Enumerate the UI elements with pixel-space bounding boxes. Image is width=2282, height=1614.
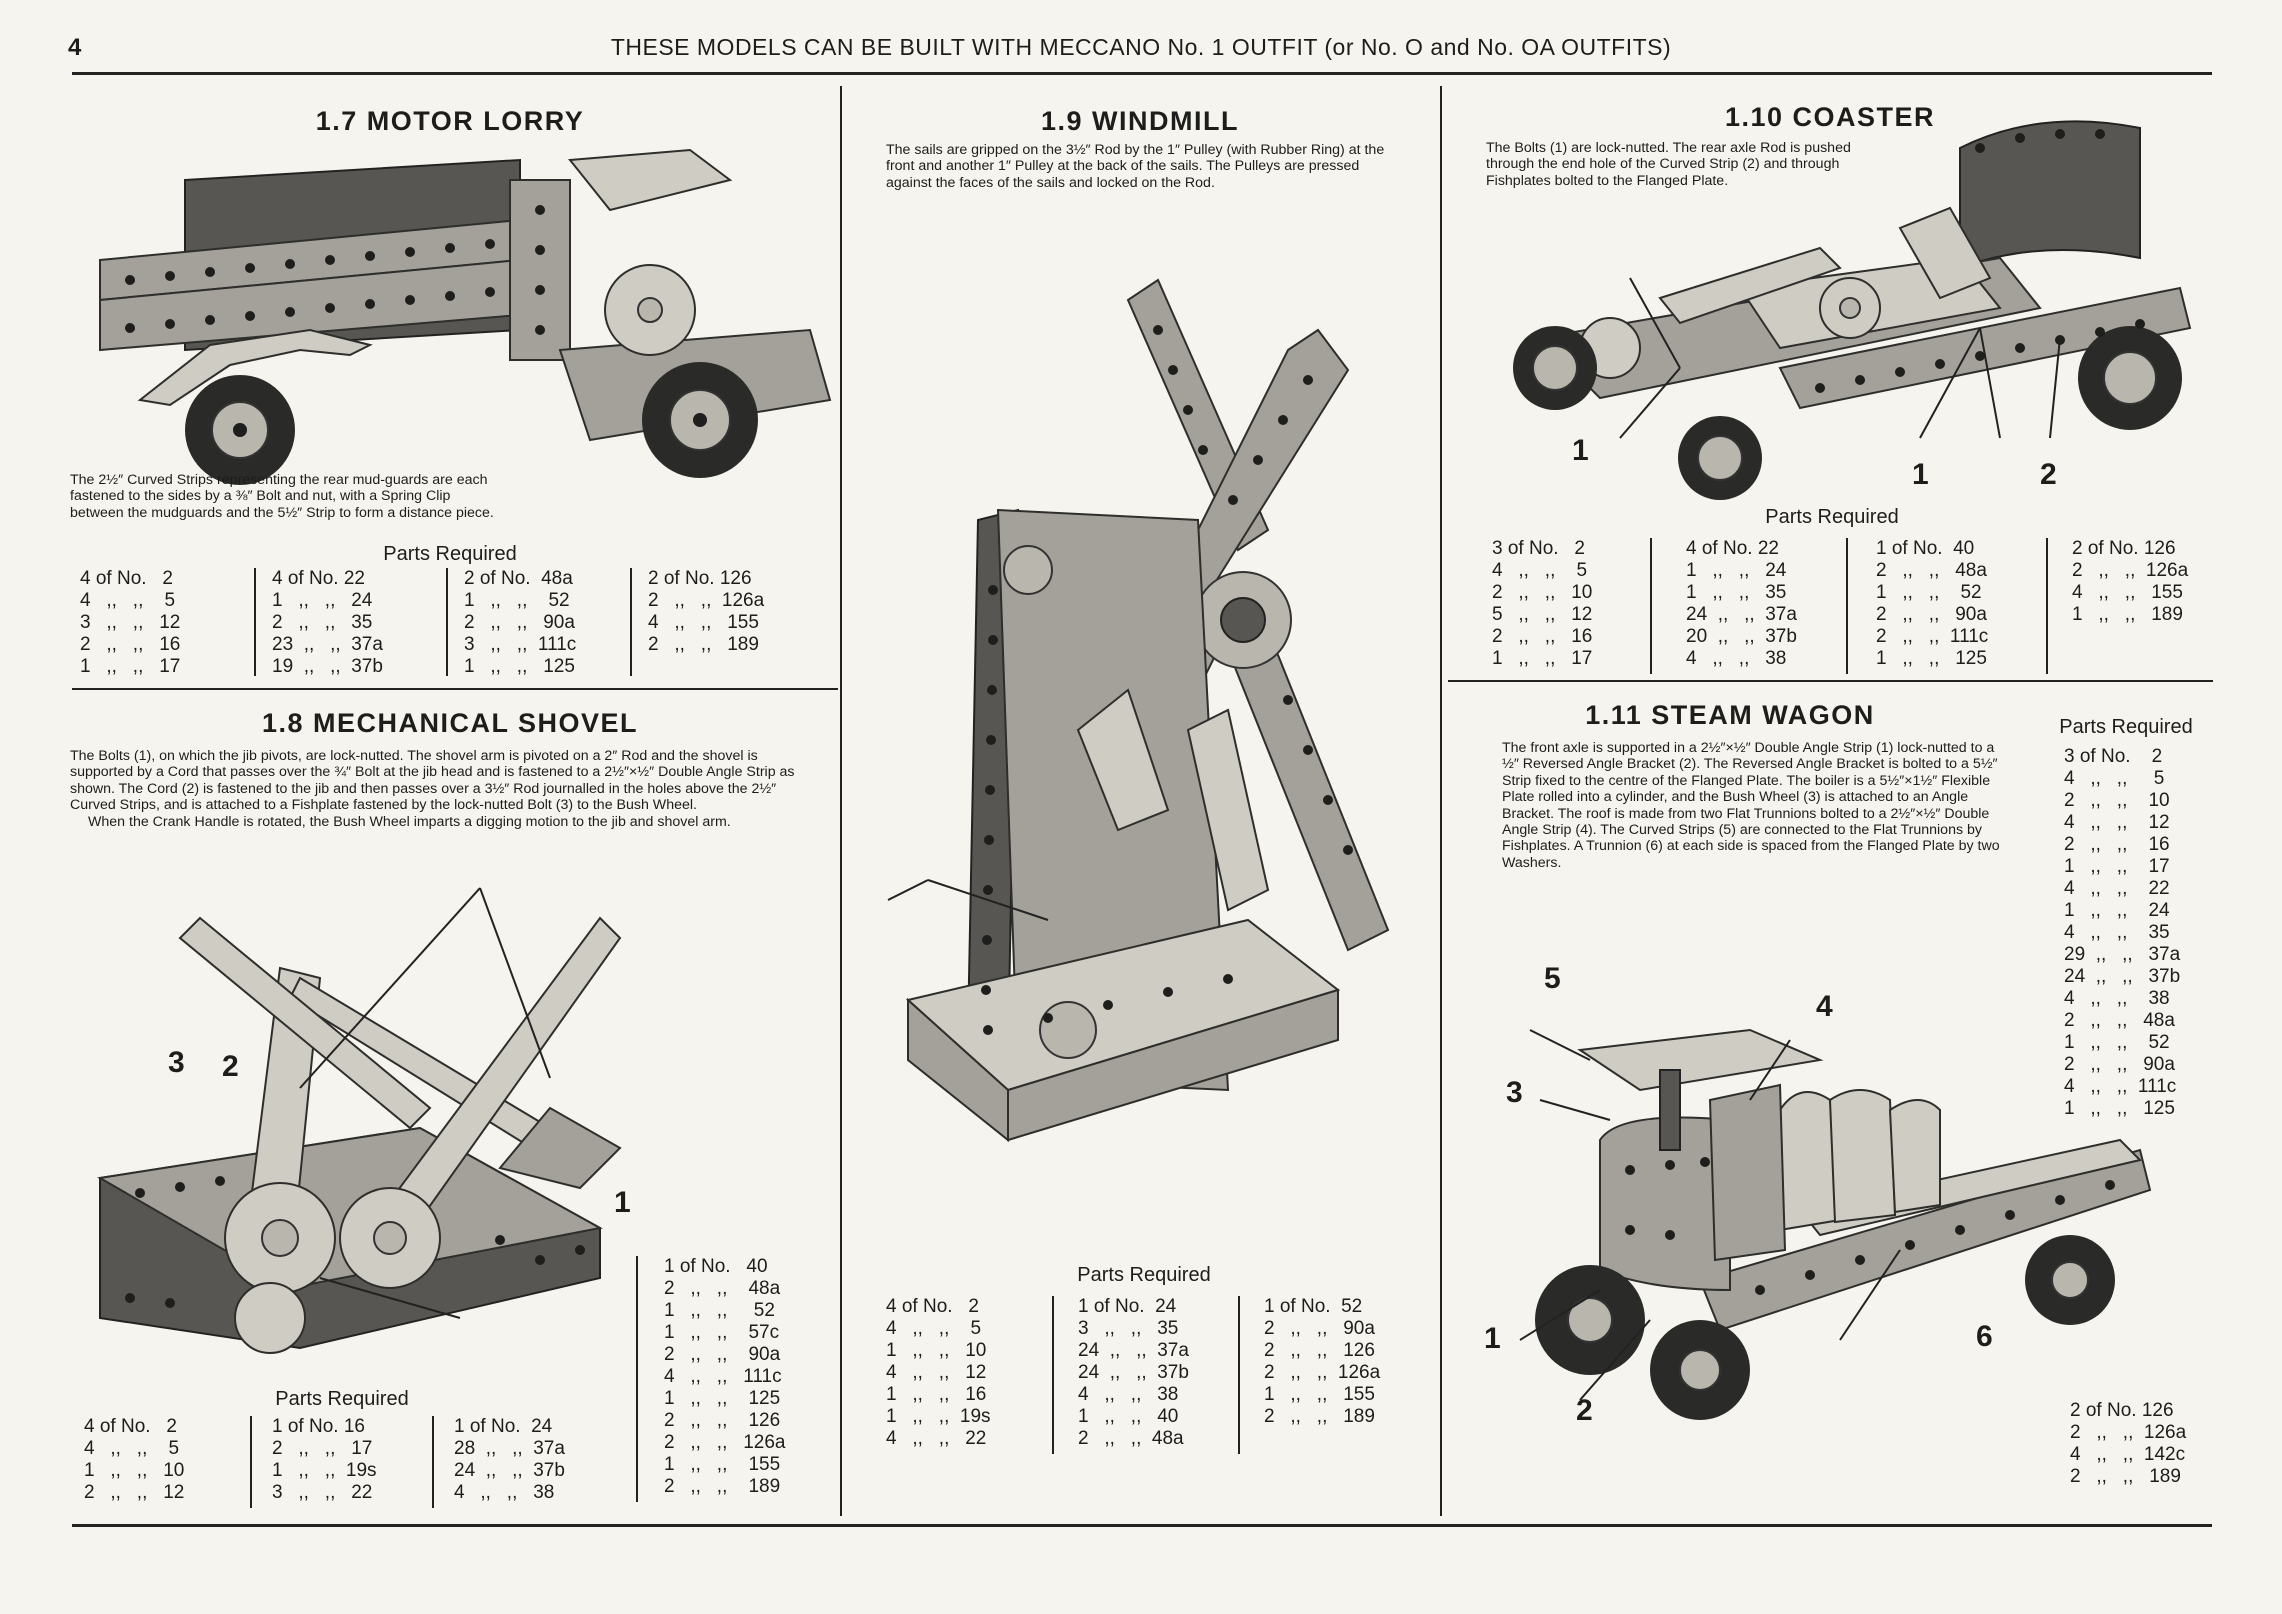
steam-wagon-callout-2: 2 <box>1576 1394 1593 1427</box>
motor-lorry-title: 1.7 MOTOR LORRY <box>315 106 585 136</box>
coaster-parts-col-1: 3 of No. 2 4 ,, ,, 5 2 ,, ,, 10 5 ,, ,, 12 2 ,, ,, 16 1 ,, ,, 17 <box>1492 538 1593 669</box>
page-number: 4 <box>68 34 82 61</box>
motor-lorry-description: The 2½″ Curved Strips representing the rear mud-guards are each fastened to the sides by a ⅜″ Bolt and nut, with a Spring Clip between the mudguards and the 5½″ Strip to form a distance piece. <box>70 472 494 521</box>
steam-wagon-callout-6: 6 <box>1976 1320 1993 1353</box>
windmill-description: The sails are gripped on the 3½″ Rod by the 1″ Pulley (with Rubber Ring) at the front and another 1″ Pulley at the back of the sails. The Pulleys are pressed against the faces of the sails and locked on the Rod. <box>886 142 1385 191</box>
mechanical-shovel-parts-heading: Parts Required <box>275 1388 409 1410</box>
steam-wagon-parts-heading: Parts Required <box>2059 716 2193 738</box>
windmill-illustration <box>868 270 1428 1130</box>
coaster-illustration <box>1480 108 2200 488</box>
mechanical-shovel-parts-col-2: 1 of No. 16 2 ,, ,, 17 1 ,, ,, 19s 3 ,, ,, 22 <box>250 1416 422 1508</box>
motor-lorry-parts-col-2: 4 of No. 22 1 ,, ,, 24 2 ,, ,, 35 23 ,, ,, 37a 19 ,, ,, 37b <box>254 568 422 676</box>
shovel-callout-3: 3 <box>168 1046 185 1079</box>
section-divider-right <box>1448 680 2213 682</box>
footer-rule <box>72 1524 2212 1527</box>
windmill-title: 1.9 WINDMILL <box>1041 106 1239 136</box>
windmill-parts-col-1: 4 of No. 2 4 ,, ,, 5 1 ,, ,, 10 4 ,, ,, 12 1 ,, ,, 16 1 ,, ,, 19s 4 ,, ,, 22 <box>886 1296 991 1449</box>
shovel-callout-2: 2 <box>222 1050 239 1083</box>
section-divider-left <box>72 688 838 690</box>
steam-wagon-parts-side: 3 of No. 2 4 ,, ,, 5 2 ,, ,, 10 4 ,, ,, 12 2 ,, ,, 16 1 ,, ,, 17 4 ,, ,, 22 1 ,, ,, 24 4 ,, ,, 35 29 ,, ,, 37a 24 ,, ,, 37b 4 ,, ,, 38 2 ,, ,, 48a 1 ,, ,, 52 2 ,, ,, 90a 4 ,, ,, 111c 1 ,, ,, 125 <box>2064 746 2181 1119</box>
coaster-title: 1.10 COASTER <box>1724 102 1936 132</box>
windmill-parts-col-2: 1 of No. 24 3 ,, ,, 35 24 ,, ,, 37a 24 ,, ,, 37b 4 ,, ,, 38 1 ,, ,, 40 2 ,, ,, 48a <box>1052 1296 1228 1454</box>
motor-lorry-parts-heading: Parts Required <box>383 543 517 565</box>
mechanical-shovel-title: 1.8 MECHANICAL SHOVEL <box>261 708 639 738</box>
mechanical-shovel-desc-1: The Bolts (1), on which the jib pivots, are lock-nutted. The shovel arm is pivoted on a 2″ Rod and the shovel is supported by a Cord that passes over the ¾″ Bolt at the jib head and is fastened to a 2½″×½″ Double Angle Strip as shown. The Cord (2) is fastened to the jib and then passes over a 3½″ Rod journalled in the holes above the 2½″ Curved Strips, and is attached to a Fishplate fastened by the lock-nutted Bolt (3) to the Bush Wheel. <box>70 748 795 814</box>
mechanical-shovel-parts-side: 1 of No. 40 2 ,, ,, 48a 1 ,, ,, 52 1 ,, ,, 57c 2 ,, ,, 90a 4 ,, ,, 111c 1 ,, ,, 125 2 ,, ,, 126 2 ,, ,, 126a 1 ,, ,, 155 2 ,, ,, 189 <box>636 1256 834 1502</box>
steam-wagon-callout-3: 3 <box>1506 1076 1523 1109</box>
motor-lorry-parts-col-1: 4 of No. 2 4 ,, ,, 5 3 ,, ,, 12 2 ,, ,, 16 1 ,, ,, 17 <box>80 568 181 677</box>
steam-wagon-parts-bottom: 2 of No. 126 2 ,, ,, 126a 4 ,, ,, 142c 2 ,, ,, 189 <box>2070 1400 2187 1487</box>
page-header: THESE MODELS CAN BE BUILT WITH MECCANO No. 1 OUTFIT (or No. O and No. OA OUTFITS) <box>610 34 1672 60</box>
steam-wagon-description: The front axle is supported in a 2½″×½″ Double Angle Strip (1) lock-nutted to a ½″ Reversed Angle Bracket (2). The Reversed Angle Bracket is bolted to a 5½″ Strip fixed to the centre of the Flanged Plate. The boiler is a 5½″×1½″ Flexible Plate rolled into a cylinder, and the Bush Wheel (3) is attached to an Angle Bracket. The roof is made from two Flat Trunnions bolted to a 2½″×½″ Double Angle Strip (4). The Curved Strips (5) are connected to the Flat Trunnions by Fishplates. A Trunnion (6) at each side is spaced from the Flanged Plate by two Washers. <box>1502 740 2000 871</box>
column-divider-2 <box>1440 86 1442 1516</box>
mechanical-shovel-description <box>70 748 806 830</box>
shovel-callout-1: 1 <box>614 1186 631 1219</box>
windmill-parts-heading: Parts Required <box>1077 1264 1211 1286</box>
steam-wagon-title: 1.11 STEAM WAGON <box>1585 700 1875 730</box>
coaster-parts-col-4: 2 of No. 126 2 ,, ,, 126a 4 ,, ,, 155 1 ,, ,, 189 <box>2046 538 2222 674</box>
steam-wagon-callout-5: 5 <box>1544 962 1561 995</box>
coaster-parts-col-3: 1 of No. 40 2 ,, ,, 48a 1 ,, ,, 52 2 ,, ,, 90a 2 ,, ,, 111c 1 ,, ,, 125 <box>1846 538 2026 674</box>
windmill-parts-col-3: 1 of No. 52 2 ,, ,, 90a 2 ,, ,, 126 2 ,, ,, 126a 1 ,, ,, 155 2 ,, ,, 189 <box>1238 1296 1424 1454</box>
coaster-callout-2: 2 <box>2040 458 2057 491</box>
motor-lorry-parts-col-3: 2 of No. 48a 1 ,, ,, 52 2 ,, ,, 90a 3 ,, ,, 111c 1 ,, ,, 125 <box>446 568 614 676</box>
steam-wagon-illustration <box>1500 990 2160 1420</box>
steam-wagon-callout-4: 4 <box>1816 990 1833 1023</box>
coaster-callout-1b: 1 <box>1912 458 1929 491</box>
header-rule <box>72 72 2212 75</box>
coaster-callout-1a: 1 <box>1572 434 1589 467</box>
coaster-parts-heading: Parts Required <box>1765 506 1899 528</box>
coaster-parts-col-2: 4 of No. 22 1 ,, ,, 24 1 ,, ,, 35 24 ,, ,, 37a 20 ,, ,, 37b 4 ,, ,, 38 <box>1650 538 1836 674</box>
coaster-description: The Bolts (1) are lock-nutted. The rear axle Rod is pushed through the end hole of the Curved Strip (2) and through Fishplates bolted to the Flanged Plate. <box>1486 140 1851 189</box>
steam-wagon-callout-1: 1 <box>1484 1322 1501 1355</box>
motor-lorry-parts-col-4: 2 of No. 126 2 ,, ,, 126a 4 ,, ,, 155 2 ,, ,, 189 <box>630 568 798 676</box>
mechanical-shovel-illustration <box>100 848 660 1368</box>
mechanical-shovel-parts-col-3: 1 of No. 24 28 ,, ,, 37a 24 ,, ,, 37b 4 ,, ,, 38 <box>432 1416 614 1508</box>
mechanical-shovel-desc-2: When the Crank Handle is rotated, the Bush Wheel imparts a digging motion to the jib and shovel arm. <box>88 813 731 830</box>
mechanical-shovel-parts-col-1: 4 of No. 2 4 ,, ,, 5 1 ,, ,, 10 2 ,, ,, 12 <box>84 1416 185 1503</box>
motor-lorry-illustration <box>90 150 850 490</box>
